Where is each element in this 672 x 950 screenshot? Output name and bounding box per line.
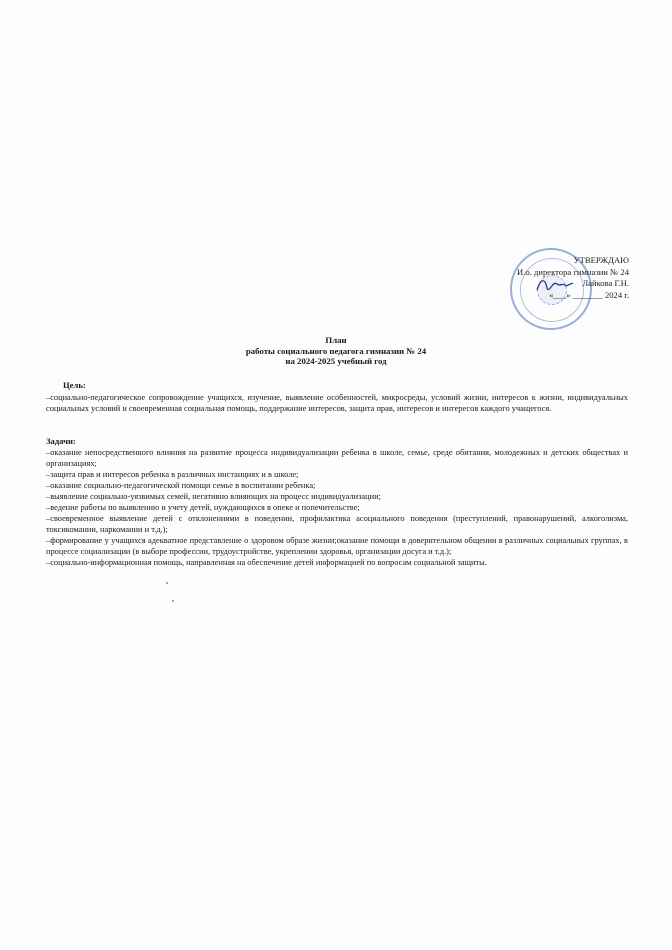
title-line-3: на 2024-2025 учебный год xyxy=(285,356,387,366)
task-item: –социально-информационная помощь, направленная на обеспечение детей информацией по вопросам социальной защиты. xyxy=(46,558,487,567)
scan-speck xyxy=(172,600,174,602)
goal-text: –социально-педагогическое сопровождение учащихся, изучение, выявление особенностей, микросреды, условий жизни, интересов к жизни, индивидуальных социальных условий и своевременная социальная помощь, поддержание интересов, защита прав, интересов и интересов каждого учащегося. xyxy=(46,393,628,413)
tasks-list xyxy=(46,447,628,568)
approval-date: «___» _______ 2024 г. xyxy=(549,289,629,300)
task-item: –защита прав и интересов ребенка в различных инстанциях и в школе; xyxy=(46,470,299,479)
document-title xyxy=(0,335,672,367)
task-item: –ведение работы по выявлению и учету детей, нуждающихся в опеке и попечительстве; xyxy=(46,503,360,512)
scan-speck xyxy=(166,582,168,584)
title-line-1: План xyxy=(325,335,347,345)
title-line-2: работы социального педагога гимназии № 24 xyxy=(245,345,427,356)
task-item: –формирование у учащихся адекватное представление о здоровом образе жизни;оказание помощи в доверительном общении в различных социальных группах, в процессе социализации (в выборе профессии, трудоустройстве, укреплении здоровья, организации досуга и т.д.); xyxy=(46,536,628,556)
task-item: –оказание непосредственного влияния на развитие процесса индивидуализации ребенка в школе, семье, среде обитания, молодежных и детских обществах и организациях; xyxy=(46,448,628,468)
goal-heading: Цель: xyxy=(63,380,86,390)
task-item: –выявление социально-уязвимых семей, негативно влияющих на процесс индивидуализации; xyxy=(46,492,381,501)
tasks-heading: Задачи: xyxy=(46,436,76,446)
signature xyxy=(535,274,575,296)
approval-position: И.о. директора гимназии № 24 xyxy=(517,266,629,277)
approval-name: Лайкова Г.Н. xyxy=(582,278,629,288)
approval-heading: УТВЕРЖДАЮ xyxy=(573,255,629,265)
task-item: –своевременное выявление детей с отклонениями в поведении, профилактика асоциального поведения (преступлений, правонарушений, алкоголизма, токсикомании, наркомании и т.д.); xyxy=(46,514,628,534)
task-item: –оказание социально-педагогической помощи семье в воспитании ребенка; xyxy=(46,481,316,490)
